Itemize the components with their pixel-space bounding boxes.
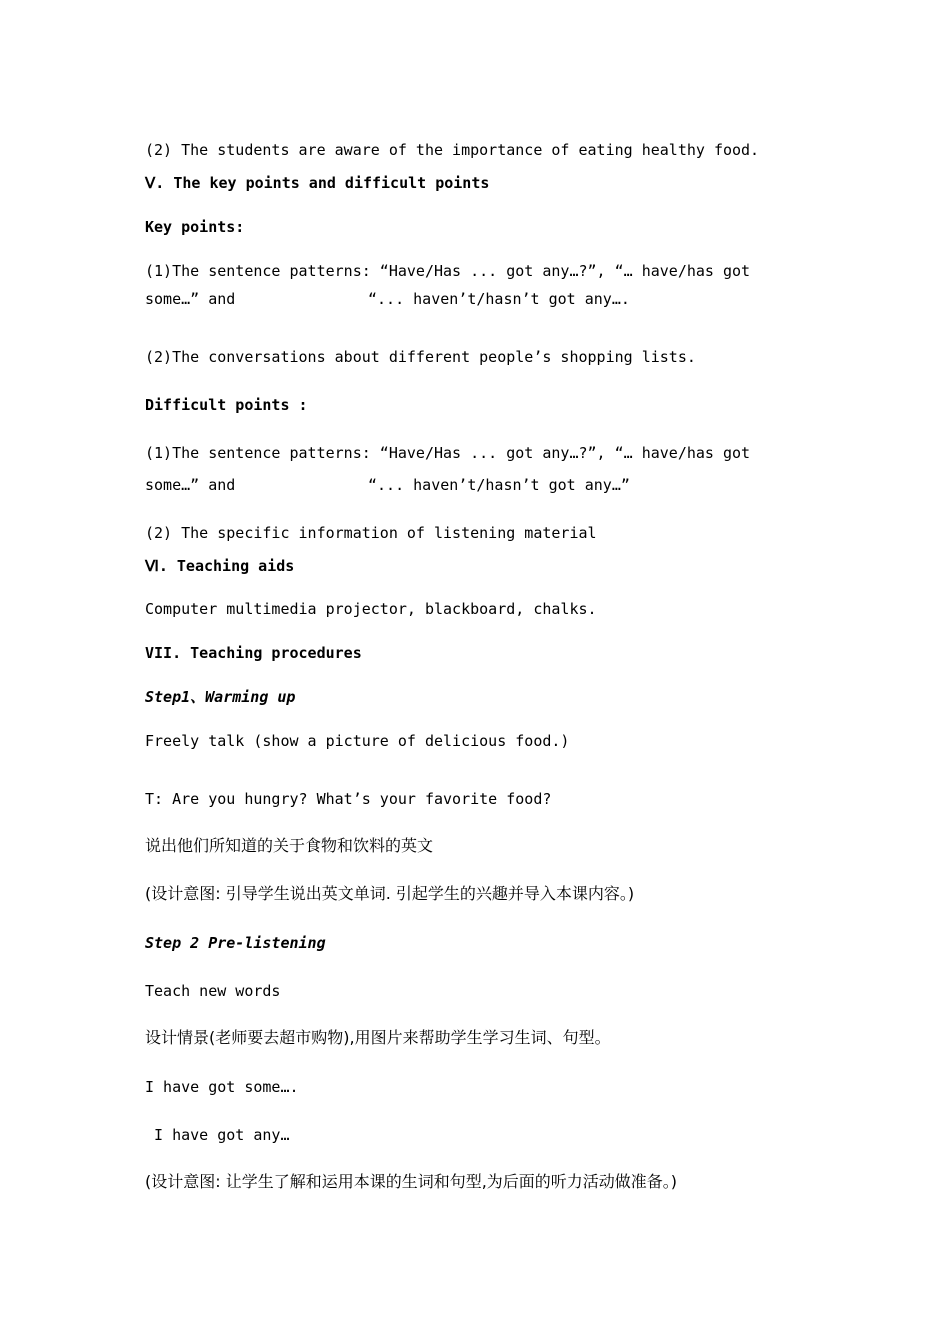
step2-title: Step 2 Pre-listening (145, 934, 326, 952)
difficult-points-label: Difficult points : (145, 396, 308, 414)
difficult-point-1-line-b: some…” and (145, 476, 236, 494)
difficult-point-1-line-c: “... haven’t/hasn’t got any…” (368, 476, 630, 494)
step2-line-2: 设计情景(老师要去超市购物),用图片来帮助学生学习生词、句型。 (145, 1028, 611, 1047)
section-v-heading: Ⅴ. The key points and difficult points (145, 174, 490, 192)
key-points-label: Key points: (145, 218, 245, 236)
step2-design-intent: (设计意图: 让学生了解和运用本课的生词和句型,为后面的听力活动做准备。) (145, 1172, 678, 1191)
key-point-1-line-c: “... haven’t/hasn’t got any…. (368, 290, 630, 308)
difficult-point-2: (2) The specific information of listening material (145, 524, 597, 542)
section-vii-heading: VII. Teaching procedures (145, 644, 362, 662)
key-point-2: (2)The conversations about different people’s shopping lists. (145, 348, 696, 366)
step1-line-2: T: Are you hungry? What’s your favorite food? (145, 790, 552, 808)
step1-title: Step1、Warming up (145, 688, 296, 706)
difficult-point-1-line-a: (1)The sentence patterns: “Have/Has ... got any…?”, “… have/has got (145, 444, 751, 462)
step1-line-3: 说出他们所知道的关于食物和饮料的英文 (145, 836, 434, 855)
step2-line-3: I have got some…. (145, 1078, 299, 1096)
objective-2: (2) The students are aware of the importance of eating healthy food. (145, 141, 760, 159)
section-vi-heading: Ⅵ. Teaching aids (145, 557, 295, 575)
step1-design-intent: (设计意图: 引导学生说出英文单词. 引起学生的兴趣并导入本课内容。) (145, 884, 635, 903)
key-point-1-line-b: some…” and (145, 290, 236, 308)
step2-line-1: Teach new words (145, 982, 281, 1000)
step2-line-4: I have got any… (145, 1126, 290, 1144)
step1-line-1: Freely talk (show a picture of delicious food.) (145, 732, 570, 750)
key-point-1-line-a: (1)The sentence patterns: “Have/Has ... got any…?”, “… have/has got (145, 262, 751, 280)
teaching-aids-text: Computer multimedia projector, blackboard, chalks. (145, 600, 597, 618)
